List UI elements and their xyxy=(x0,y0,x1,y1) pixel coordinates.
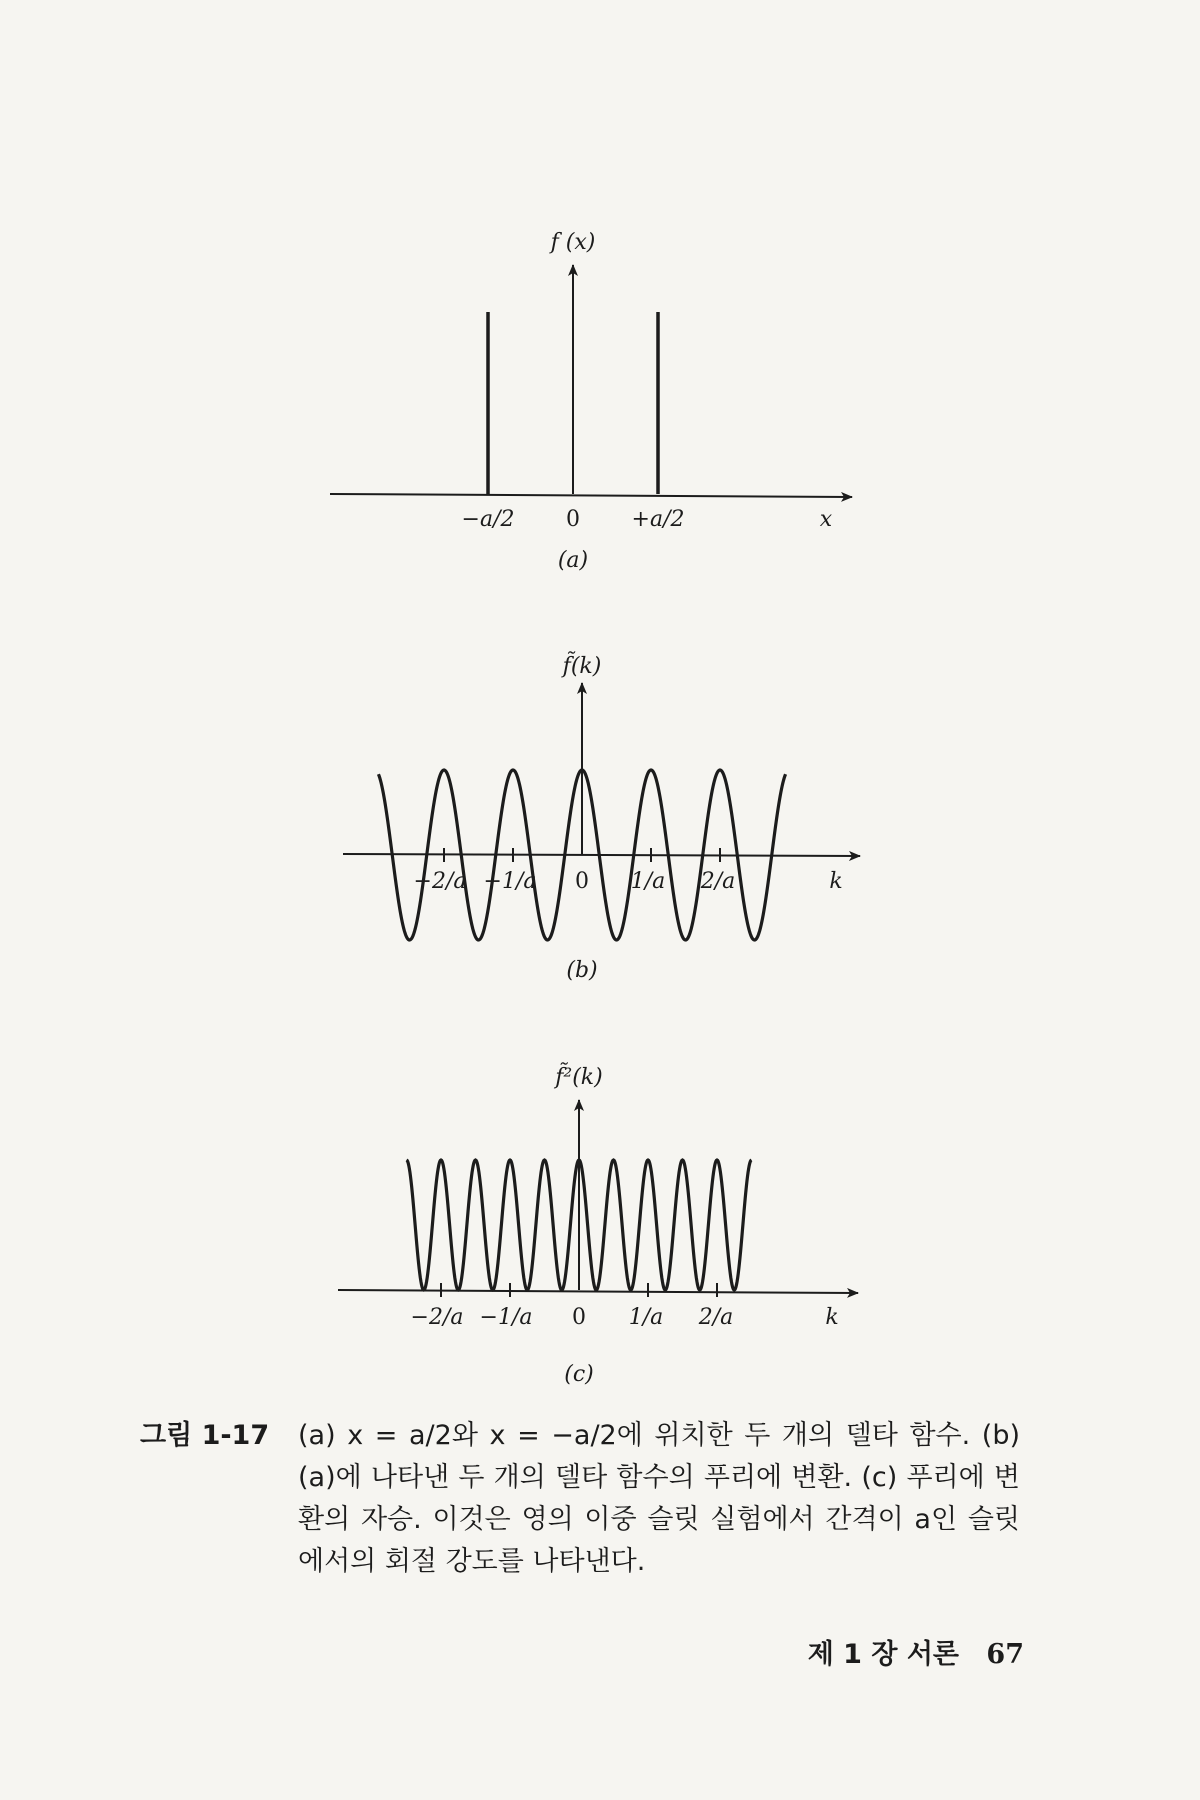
chapter-title: 제 1 장 서론 xyxy=(807,1639,960,1670)
y-axis-label: f (x) xyxy=(550,230,596,255)
panel-label: (c) xyxy=(564,1362,594,1387)
figure-panel-a xyxy=(0,0,1200,580)
page-number: 67 xyxy=(986,1639,1024,1670)
figure-number: 그림 1-17 xyxy=(140,1420,270,1451)
x-axis-label: x xyxy=(819,507,833,532)
y-axis-label: f̃(k) xyxy=(562,654,602,679)
figure-caption xyxy=(140,1415,1020,1583)
tick-label: −1/a xyxy=(479,1305,533,1330)
tick-label: 0 xyxy=(575,869,589,894)
x-axis xyxy=(343,854,860,856)
panel-label: (a) xyxy=(557,548,589,573)
tick-label: 2/a xyxy=(700,869,736,894)
tick-label: 1/a xyxy=(630,869,666,894)
tick-label: 1/a xyxy=(628,1305,664,1330)
x-axis xyxy=(330,494,852,497)
x-axis-label: k xyxy=(829,869,843,894)
x-axis-label: k xyxy=(825,1305,839,1330)
tick-label: 0 xyxy=(566,507,580,532)
figure-panel-c xyxy=(0,1030,1200,1390)
y-axis-label: f̃²(k) xyxy=(555,1065,603,1090)
tick-label: −a/2 xyxy=(461,507,515,532)
tick-label: −1/a xyxy=(483,869,537,894)
tick-label: 2/a xyxy=(698,1305,734,1330)
tick-label: −2/a xyxy=(413,869,467,894)
page-footer xyxy=(808,1632,1024,1671)
panel-label: (b) xyxy=(566,958,598,983)
tick-label: 0 xyxy=(572,1305,586,1330)
caption-text: (a) x = a/2와 x = −a/2에 위치한 두 개의 델타 함수. (b) (a)에 나타낸 두 개의 델타 함수의 푸리에 변환. (c) 푸리에 변환의 자승. 이것은 영의 이중 슬릿 실험에서 간격이 a인 슬릿에서의 회절 강도를 나타낸다. xyxy=(298,1420,1020,1577)
tick-label: −2/a xyxy=(410,1305,464,1330)
figure-panel-b xyxy=(0,620,1200,1000)
tick-label: +a/2 xyxy=(631,507,685,532)
